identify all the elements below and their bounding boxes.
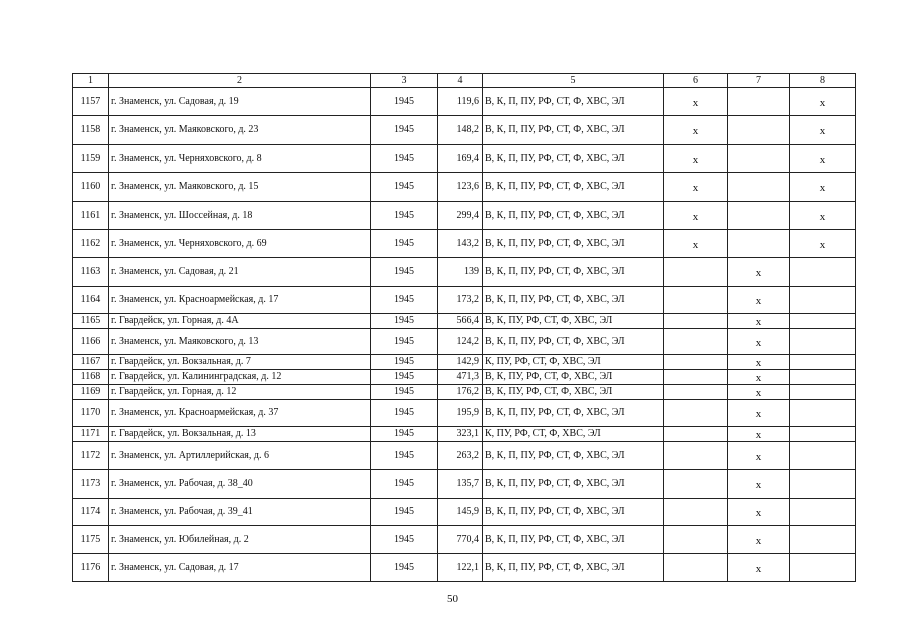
row-area: 173,2 xyxy=(438,287,483,314)
row-address: г. Знаменск, ул. Маяковского, д. 13 xyxy=(109,329,371,355)
column-header-1: 1 xyxy=(73,74,109,88)
row-mark-col8 xyxy=(790,355,856,370)
row-address: г. Знаменск, ул. Садовая, д. 21 xyxy=(109,258,371,287)
row-mark-col7: х xyxy=(728,385,790,400)
row-mark-col7: х xyxy=(728,526,790,554)
row-mark-col8: х xyxy=(790,173,856,202)
row-work-types: В, К, П, ПУ, РФ, СТ, Ф, ХВС, ЭЛ xyxy=(483,554,664,582)
row-work-types: В, К, П, ПУ, РФ, СТ, Ф, ХВС, ЭЛ xyxy=(483,287,664,314)
row-mark-col7: х xyxy=(728,287,790,314)
building-list-table xyxy=(72,73,856,582)
table-row xyxy=(73,88,856,116)
row-mark-col6: х xyxy=(664,173,728,202)
row-number: 1166 xyxy=(73,329,109,355)
row-year: 1945 xyxy=(371,145,438,173)
row-area: 122,1 xyxy=(438,554,483,582)
column-header-2: 2 xyxy=(109,74,371,88)
row-number: 1162 xyxy=(73,230,109,258)
row-mark-col6 xyxy=(664,329,728,355)
row-address: г. Знаменск, ул. Садовая, д. 19 xyxy=(109,88,371,116)
row-mark-col6: х xyxy=(664,202,728,230)
row-number: 1172 xyxy=(73,442,109,470)
row-address: г. Знаменск, ул. Садовая, д. 17 xyxy=(109,554,371,582)
row-year: 1945 xyxy=(371,427,438,442)
row-year: 1945 xyxy=(371,499,438,526)
row-address: г. Знаменск, ул. Шоссейная, д. 18 xyxy=(109,202,371,230)
row-mark-col8 xyxy=(790,329,856,355)
row-year: 1945 xyxy=(371,88,438,116)
row-area: 148,2 xyxy=(438,116,483,145)
row-address: г. Гвардейск, ул. Горная, д. 12 xyxy=(109,385,371,400)
row-year: 1945 xyxy=(371,258,438,287)
column-header-8: 8 xyxy=(790,74,856,88)
row-year: 1945 xyxy=(371,314,438,329)
row-area: 471,3 xyxy=(438,370,483,385)
row-mark-col7: х xyxy=(728,400,790,427)
row-number: 1163 xyxy=(73,258,109,287)
row-area: 135,7 xyxy=(438,470,483,499)
row-area: 770,4 xyxy=(438,526,483,554)
row-address: г. Гвардейск, ул. Горная, д. 4А xyxy=(109,314,371,329)
table-row xyxy=(73,470,856,499)
row-work-types: В, К, П, ПУ, РФ, СТ, Ф, ХВС, ЭЛ xyxy=(483,526,664,554)
row-year: 1945 xyxy=(371,355,438,370)
row-work-types: В, К, ПУ, РФ, СТ, Ф, ХВС, ЭЛ xyxy=(483,385,664,400)
row-mark-col8 xyxy=(790,258,856,287)
column-header-3: 3 xyxy=(371,74,438,88)
row-year: 1945 xyxy=(371,526,438,554)
row-mark-col7: х xyxy=(728,355,790,370)
row-year: 1945 xyxy=(371,400,438,427)
row-mark-col7 xyxy=(728,116,790,145)
row-mark-col6 xyxy=(664,370,728,385)
table-row xyxy=(73,526,856,554)
row-area: 143,2 xyxy=(438,230,483,258)
row-work-types: В, К, П, ПУ, РФ, СТ, Ф, ХВС, ЭЛ xyxy=(483,400,664,427)
table-row xyxy=(73,385,856,400)
table-row xyxy=(73,287,856,314)
row-number: 1175 xyxy=(73,526,109,554)
row-mark-col7: х xyxy=(728,314,790,329)
table-row xyxy=(73,230,856,258)
row-number: 1157 xyxy=(73,88,109,116)
row-address: г. Знаменск, ул. Черняховского, д. 69 xyxy=(109,230,371,258)
table-row xyxy=(73,442,856,470)
row-area: 139 xyxy=(438,258,483,287)
row-mark-col7 xyxy=(728,202,790,230)
row-mark-col6 xyxy=(664,499,728,526)
table-row xyxy=(73,554,856,582)
row-work-types: В, К, П, ПУ, РФ, СТ, Ф, ХВС, ЭЛ xyxy=(483,173,664,202)
row-year: 1945 xyxy=(371,370,438,385)
row-number: 1168 xyxy=(73,370,109,385)
table-row xyxy=(73,145,856,173)
row-mark-col8 xyxy=(790,370,856,385)
row-mark-col8 xyxy=(790,287,856,314)
row-work-types: В, К, П, ПУ, РФ, СТ, Ф, ХВС, ЭЛ xyxy=(483,470,664,499)
row-mark-col7: х xyxy=(728,470,790,499)
row-year: 1945 xyxy=(371,230,438,258)
row-mark-col8 xyxy=(790,442,856,470)
table-row xyxy=(73,314,856,329)
row-work-types: В, К, П, ПУ, РФ, СТ, Ф, ХВС, ЭЛ xyxy=(483,116,664,145)
row-address: г. Знаменск, ул. Красноармейская, д. 17 xyxy=(109,287,371,314)
row-year: 1945 xyxy=(371,116,438,145)
row-work-types: В, К, П, ПУ, РФ, СТ, Ф, ХВС, ЭЛ xyxy=(483,329,664,355)
row-mark-col7 xyxy=(728,173,790,202)
row-mark-col6 xyxy=(664,427,728,442)
column-header-4: 4 xyxy=(438,74,483,88)
row-mark-col7 xyxy=(728,88,790,116)
column-header-6: 6 xyxy=(664,74,728,88)
row-work-types: В, К, П, ПУ, РФ, СТ, Ф, ХВС, ЭЛ xyxy=(483,88,664,116)
row-number: 1170 xyxy=(73,400,109,427)
row-mark-col7 xyxy=(728,145,790,173)
row-year: 1945 xyxy=(371,329,438,355)
row-mark-col6 xyxy=(664,287,728,314)
row-number: 1174 xyxy=(73,499,109,526)
table-row xyxy=(73,499,856,526)
row-address: г. Знаменск, ул. Черняховского, д. 8 xyxy=(109,145,371,173)
row-mark-col8: х xyxy=(790,116,856,145)
row-number: 1164 xyxy=(73,287,109,314)
row-mark-col6 xyxy=(664,385,728,400)
row-address: г. Знаменск, ул. Юбилейная, д. 2 xyxy=(109,526,371,554)
row-year: 1945 xyxy=(371,202,438,230)
row-mark-col8: х xyxy=(790,230,856,258)
row-mark-col6: х xyxy=(664,88,728,116)
row-work-types: В, К, П, ПУ, РФ, СТ, Ф, ХВС, ЭЛ xyxy=(483,499,664,526)
row-mark-col6 xyxy=(664,258,728,287)
table-row xyxy=(73,202,856,230)
row-number: 1165 xyxy=(73,314,109,329)
row-number: 1171 xyxy=(73,427,109,442)
row-mark-col7: х xyxy=(728,499,790,526)
row-area: 123,6 xyxy=(438,173,483,202)
row-mark-col6: х xyxy=(664,116,728,145)
row-address: г. Знаменск, ул. Красноармейская, д. 37 xyxy=(109,400,371,427)
row-work-types: В, К, П, ПУ, РФ, СТ, Ф, ХВС, ЭЛ xyxy=(483,230,664,258)
row-area: 142,9 xyxy=(438,355,483,370)
row-mark-col7: х xyxy=(728,329,790,355)
row-address: г. Знаменск, ул. Маяковского, д. 23 xyxy=(109,116,371,145)
row-area: 299,4 xyxy=(438,202,483,230)
row-number: 1158 xyxy=(73,116,109,145)
row-area: 195,9 xyxy=(438,400,483,427)
row-work-types: В, К, П, ПУ, РФ, СТ, Ф, ХВС, ЭЛ xyxy=(483,202,664,230)
row-work-types: В, К, П, ПУ, РФ, СТ, Ф, ХВС, ЭЛ xyxy=(483,442,664,470)
table-row xyxy=(73,355,856,370)
row-mark-col8 xyxy=(790,385,856,400)
row-year: 1945 xyxy=(371,287,438,314)
row-mark-col7 xyxy=(728,230,790,258)
row-year: 1945 xyxy=(371,470,438,499)
row-mark-col6: х xyxy=(664,230,728,258)
row-mark-col7: х xyxy=(728,442,790,470)
row-mark-col8 xyxy=(790,554,856,582)
table-row xyxy=(73,173,856,202)
row-work-types: В, К, П, ПУ, РФ, СТ, Ф, ХВС, ЭЛ xyxy=(483,258,664,287)
row-mark-col8 xyxy=(790,400,856,427)
row-mark-col8 xyxy=(790,314,856,329)
row-mark-col6 xyxy=(664,355,728,370)
row-mark-col8: х xyxy=(790,145,856,173)
row-address: г. Знаменск, ул. Рабочая, д. 39_41 xyxy=(109,499,371,526)
row-mark-col7: х xyxy=(728,554,790,582)
row-mark-col8: х xyxy=(790,202,856,230)
row-address: г. Знаменск, ул. Рабочая, д. 38_40 xyxy=(109,470,371,499)
row-number: 1167 xyxy=(73,355,109,370)
row-area: 119,6 xyxy=(438,88,483,116)
row-mark-col7: х xyxy=(728,370,790,385)
table-row xyxy=(73,370,856,385)
row-mark-col7: х xyxy=(728,427,790,442)
row-address: г. Гвардейск, ул. Калининградская, д. 12 xyxy=(109,370,371,385)
row-area: 566,4 xyxy=(438,314,483,329)
table-row xyxy=(73,258,856,287)
table-row xyxy=(73,427,856,442)
row-mark-col8 xyxy=(790,499,856,526)
row-mark-col6: х xyxy=(664,145,728,173)
row-area: 124,2 xyxy=(438,329,483,355)
row-mark-col6 xyxy=(664,314,728,329)
row-number: 1176 xyxy=(73,554,109,582)
row-mark-col6 xyxy=(664,554,728,582)
row-address: г. Знаменск, ул. Маяковского, д. 15 xyxy=(109,173,371,202)
row-number: 1159 xyxy=(73,145,109,173)
table-row xyxy=(73,329,856,355)
row-address: г. Знаменск, ул. Артиллерийская, д. 6 xyxy=(109,442,371,470)
page-number: 50 xyxy=(447,593,458,605)
row-work-types: В, К, ПУ, РФ, СТ, Ф, ХВС, ЭЛ xyxy=(483,314,664,329)
row-work-types: В, К, ПУ, РФ, СТ, Ф, ХВС, ЭЛ xyxy=(483,370,664,385)
row-mark-col8 xyxy=(790,427,856,442)
row-year: 1945 xyxy=(371,173,438,202)
column-header-5: 5 xyxy=(483,74,664,88)
row-area: 176,2 xyxy=(438,385,483,400)
row-number: 1161 xyxy=(73,202,109,230)
row-year: 1945 xyxy=(371,442,438,470)
row-number: 1160 xyxy=(73,173,109,202)
row-area: 323,1 xyxy=(438,427,483,442)
row-area: 145,9 xyxy=(438,499,483,526)
row-area: 169,4 xyxy=(438,145,483,173)
row-area: 263,2 xyxy=(438,442,483,470)
row-mark-col7: х xyxy=(728,258,790,287)
row-work-types: К, ПУ, РФ, СТ, Ф, ХВС, ЭЛ xyxy=(483,427,664,442)
row-mark-col6 xyxy=(664,470,728,499)
row-year: 1945 xyxy=(371,385,438,400)
row-mark-col6 xyxy=(664,400,728,427)
row-mark-col8: х xyxy=(790,88,856,116)
table-body xyxy=(73,88,856,582)
row-address: г. Гвардейск, ул. Вокзальная, д. 7 xyxy=(109,355,371,370)
row-number: 1169 xyxy=(73,385,109,400)
row-mark-col6 xyxy=(664,526,728,554)
row-mark-col8 xyxy=(790,470,856,499)
row-mark-col6 xyxy=(664,442,728,470)
row-work-types: В, К, П, ПУ, РФ, СТ, Ф, ХВС, ЭЛ xyxy=(483,145,664,173)
row-number: 1173 xyxy=(73,470,109,499)
table-row xyxy=(73,116,856,145)
row-year: 1945 xyxy=(371,554,438,582)
row-address: г. Гвардейск, ул. Вокзальная, д. 13 xyxy=(109,427,371,442)
table-header-row xyxy=(73,74,856,88)
table-row xyxy=(73,400,856,427)
column-header-7: 7 xyxy=(728,74,790,88)
row-work-types: К, ПУ, РФ, СТ, Ф, ХВС, ЭЛ xyxy=(483,355,664,370)
row-mark-col8 xyxy=(790,526,856,554)
